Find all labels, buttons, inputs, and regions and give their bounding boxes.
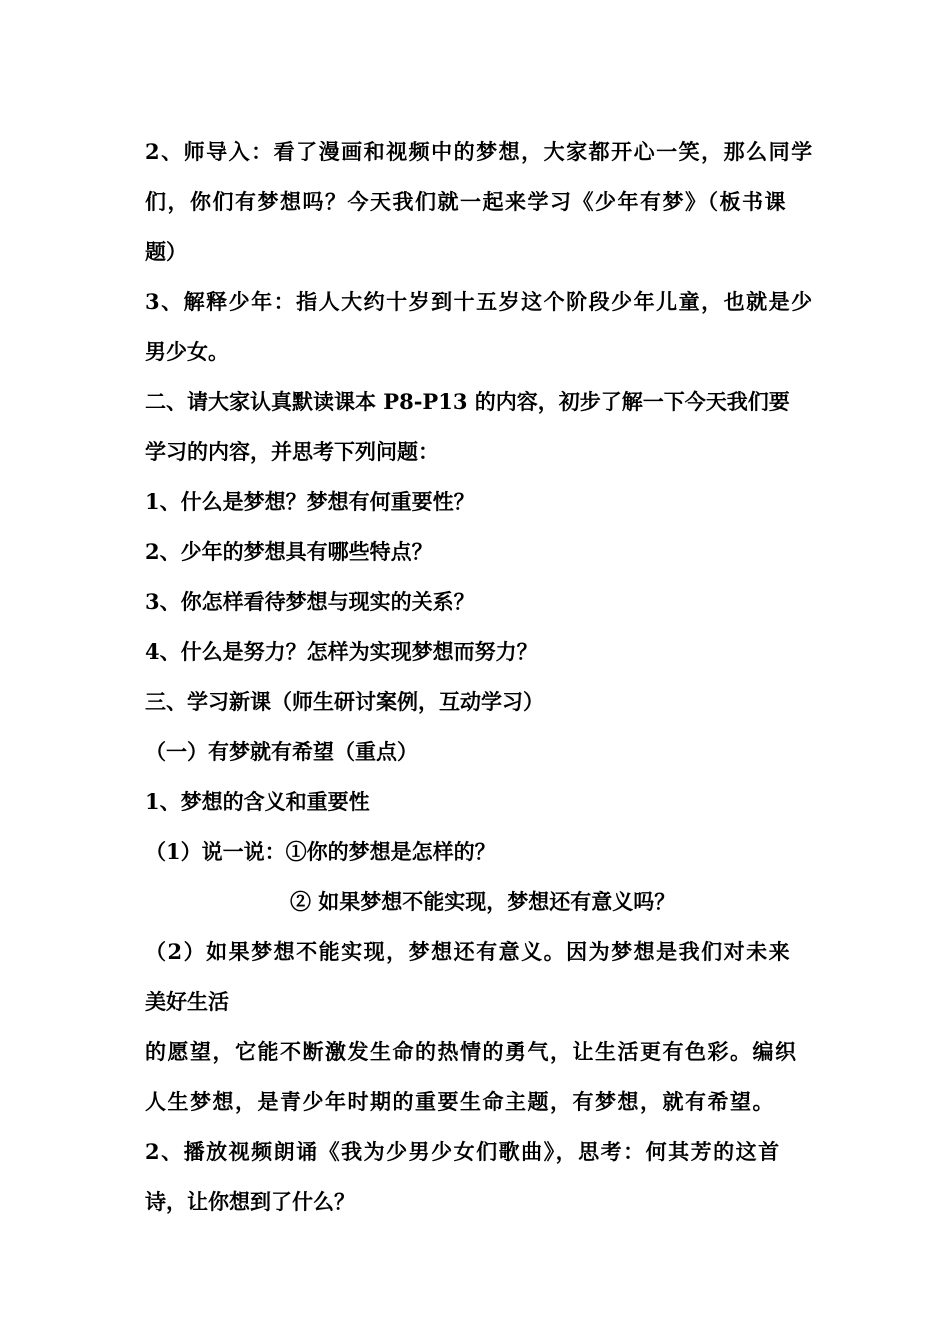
paragraph-line-20: 人生梦想，是青少年时期的重要生命主题，有梦想，就有希望。 [145,1089,775,1114]
paragraph-line-17: （2）如果梦想不能实现，梦想还有意义。因为梦想是我们对未来 [145,939,792,964]
paragraph-line-19: 的愿望，它能不断激发生命的热情的勇气，让生活更有色彩。编织 [145,1039,798,1064]
paragraph-line-4: 3、解释少年：指人大约十岁到十五岁这个阶段少年儿童，也就是少 [145,289,814,314]
section-heading-3: 三、学习新课（师生研讨案例，互动学习） [145,689,544,714]
question-2: 2、少年的梦想具有哪些特点？ [145,539,433,564]
discussion-prompt-1: （1）说一说：①你的梦想是怎样的？ [145,839,496,864]
question-1: 1、什么是梦想？梦想有何重要性？ [145,489,475,514]
paragraph-line-7: 学习的内容，并思考下列问题： [145,439,439,464]
section-heading-2: 二、请大家认真默读课本 P8-P13 的内容，初步了解一下今天我们要 [145,389,790,414]
paragraph-line-3: 题） [145,239,187,264]
paragraph-line-21: 2、播放视频朗诵《我为少男少女们歌曲》，思考：何其芳的这首 [145,1139,781,1164]
paragraph-line-18: 美好生活 [145,989,229,1014]
paragraph-line-5: 男少女。 [145,339,229,364]
discussion-prompt-2: ② 如果梦想不能实现，梦想还有意义吗？ [290,889,676,914]
question-4: 4、什么是努力？怎样为实现梦想而努力？ [145,639,538,664]
paragraph-line-2: 们，你们有梦想吗？今天我们就一起来学习《少年有梦》（板书课 [145,189,787,214]
topic-heading-1: 1、梦想的含义和重要性 [145,789,370,814]
paragraph-line-22: 诗，让你想到了什么？ [145,1189,355,1214]
paragraph-line-1: 2、师导入：看了漫画和视频中的梦想，大家都开心一笑，那么同学 [145,139,814,164]
subsection-heading-1: （一）有梦就有希望（重点） [145,739,418,764]
question-3: 3、你怎样看待梦想与现实的关系？ [145,589,475,614]
